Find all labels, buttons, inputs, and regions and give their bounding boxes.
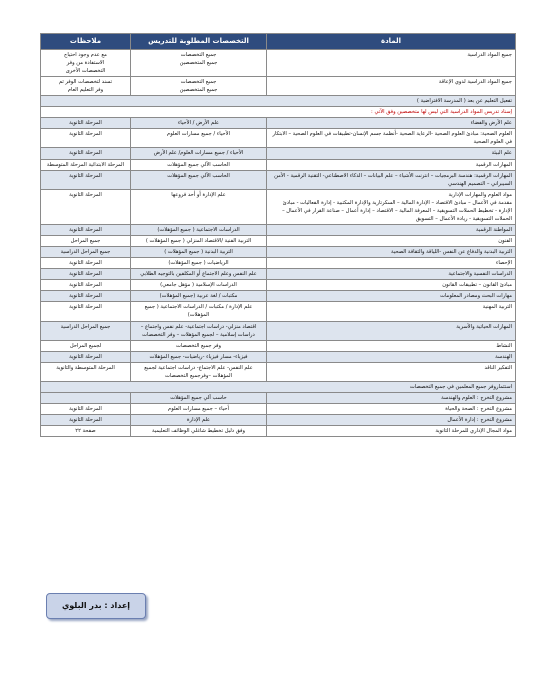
subject-cell: مشروع التخرج : إدارة الأعمال <box>267 415 516 426</box>
assignment-table-container <box>40 33 515 437</box>
table-row <box>41 189 516 224</box>
subject-cell: جميع المواد الدراسية لذوي الإعاقة <box>267 77 516 96</box>
subject-cell: الفنون <box>267 236 516 247</box>
notes-cell: المرحلة الثانوية <box>41 291 131 302</box>
header-specializations: التخصصات المطلوبة للتدريس <box>131 34 267 50</box>
table-row <box>41 280 516 291</box>
specialization-cell: حاسب آلي جميع المؤهلات <box>131 392 267 403</box>
specialization-cell: الحاسب الآلي جميع المؤهلات <box>131 159 267 170</box>
notes-cell: جميع المراحل الدراسية <box>41 321 131 340</box>
notes-cell: تسند لتخصصات الوفر ثم وفر التعليم العام <box>41 77 131 96</box>
notes-cell: المرحلة الثانوية <box>41 302 131 321</box>
notes-cell: المرحلة الثانوية <box>41 404 131 415</box>
subject-cell: جميع المواد الدراسية <box>267 49 516 76</box>
subject-cell: مشروع التخرج : الصحة والحياة <box>267 404 516 415</box>
table-row <box>41 170 516 189</box>
table-row <box>41 321 516 340</box>
notes-cell <box>41 392 131 403</box>
table-row <box>41 302 516 321</box>
table-row <box>41 107 516 118</box>
specialization-cell: جميع التخصصات جميع المتخصصين <box>131 77 267 96</box>
table-row <box>41 236 516 247</box>
notes-cell: صفحة ٢٢ <box>41 426 131 437</box>
subject-cell: التربية البدنية والدفاع عن النفس -اللياقة والثقافة الصحية <box>267 247 516 258</box>
notes-cell: المرحلة الابتدائية المرحلة المتوسطة <box>41 159 131 170</box>
specialization-cell: علم الإدارة / مكتبات / الدراسات الاجتماعية ( جميع المؤهلات) <box>131 302 267 321</box>
subject-cell: علم البيئة <box>267 148 516 159</box>
table-row <box>41 404 516 415</box>
table-row <box>41 247 516 258</box>
header-subject: المادة <box>267 34 516 50</box>
subject-cell: التربية المهنية <box>267 302 516 321</box>
section-heading: تفعيل التعليم عن بعد ( المدرسة الافتراضية ) <box>41 96 516 107</box>
subject-cell: مواد المجال الإداري للمرحلة الثانوية <box>267 426 516 437</box>
notes-cell: المرحلة الثانوية <box>41 258 131 269</box>
table-row <box>41 351 516 362</box>
table-row <box>41 426 516 437</box>
section-heading: استثماروفر جميع المعلمين في جميع التخصصات <box>41 381 516 392</box>
subject-cell: التفكير الناقد <box>267 362 516 381</box>
subject-cell: الهندسة <box>267 351 516 362</box>
notes-cell: مع عدم وجود احتياج الاستفادة من وفر التخصصات الأخرى <box>41 49 131 76</box>
specialization-cell: مكتبات / لغة عربية (جميع المؤهلات) <box>131 291 267 302</box>
specialization-cell: التربية الفنية /الاقتصاد المنزلي ( جميع المؤهلات ) <box>131 236 267 247</box>
specialization-cell: أحياء – جميع مسارات العلوم <box>131 404 267 415</box>
table-row <box>41 118 516 129</box>
subject-cell: المهارات الرقمية <box>267 159 516 170</box>
specialization-cell: الدراسات الإسلامية ( مؤهل جامعي) <box>131 280 267 291</box>
subject-cell: مبادئ القانون – تطبيقات القانون <box>267 280 516 291</box>
subject-cell: مشروع التخرج : العلوم والهندسة <box>267 392 516 403</box>
notes-cell: المرحلة الثانوية <box>41 280 131 291</box>
table-row <box>41 291 516 302</box>
specialization-cell: وفر جميع التخصصات <box>131 340 267 351</box>
section-note: إسناد تدريس المواد الدراسية التي ليس لها متخصصين وفق الآتي : <box>41 107 516 118</box>
subject-cell: علم الأرض والفضاء <box>267 118 516 129</box>
specialization-cell: اقتصاد منزلي- دراسات اجتماعية- علم نفس واجتماع – دراسات إسلامية – لجميع المؤهلات – وفر التخصصات <box>131 321 267 340</box>
table-body <box>41 49 516 436</box>
subject-cell: مواد العلوم والمهارات الإدارية مقدمة في الأعمال – مبادئ الاقتصاد – الإدارة المالية – السكرتارية والإدارة المكتبية - إدارة الفعاليات - مبادئ الإدارة - تخطيط الحملات التسويقية – المعرفة المالية – الاقتصاد – إدارة أعمال – صناعة القرار في الأعمال – الحملات التسويقية - ريادة الأعمال – التسويق <box>267 189 516 224</box>
table-row <box>41 340 516 351</box>
specialization-cell: علم النفس- علم الاجتماع- دراسات اجتماعية لجميع المؤهلات –وفرجميع التخصصات <box>131 362 267 381</box>
table-row <box>41 49 516 76</box>
table-row <box>41 148 516 159</box>
specialization-cell: الرياضيات ( جميع المؤهلات) <box>131 258 267 269</box>
notes-cell: المرحلة الثانوية <box>41 189 131 224</box>
subject-cell: المهارات الحياتية والأسرية <box>267 321 516 340</box>
table-row <box>41 129 516 148</box>
specialization-cell: فيزياء- مسار فيزياء -رياضيات- جميع المؤهلات <box>131 351 267 362</box>
notes-cell: المرحلة الثانوية <box>41 148 131 159</box>
table-row <box>41 362 516 381</box>
prepared-by-label: إعداد : بدر البلوي <box>46 593 146 619</box>
table-row <box>41 269 516 280</box>
notes-cell: المرحلة الثانوية <box>41 224 131 235</box>
header-notes: ملاحظات <box>41 34 131 50</box>
table-row <box>41 159 516 170</box>
notes-cell: لجميع المراحل <box>41 340 131 351</box>
specialization-cell: علم الأرض / الأحياء <box>131 118 267 129</box>
specialization-cell: الدراسات الاجتماعية ( جميع المؤهلات) <box>131 224 267 235</box>
subject-cell: النشاط <box>267 340 516 351</box>
notes-cell: المرحلة الثانوية <box>41 351 131 362</box>
notes-cell: المرحلة الثانوية <box>41 170 131 189</box>
subject-cell: الدراسات النفسية والاجتماعية <box>267 269 516 280</box>
table-row <box>41 415 516 426</box>
subject-cell: الإحصاء <box>267 258 516 269</box>
specialization-cell: الأحياء / جميع مسارات العلوم/ علم الأرض <box>131 148 267 159</box>
specialization-cell: وفق دليل تخطيط شاغلي الوظائف التعليمية <box>131 426 267 437</box>
table-row <box>41 258 516 269</box>
notes-cell: المرحلة الثانوية <box>41 269 131 280</box>
table-row <box>41 224 516 235</box>
notes-cell: جميع المراحل <box>41 236 131 247</box>
specialization-cell: علم الإدارة أو أحد فروعها <box>131 189 267 224</box>
notes-cell: المرحلة المتوسطة والثانوية <box>41 362 131 381</box>
notes-cell: المرحلة الثانوية <box>41 118 131 129</box>
teaching-assignment-table <box>40 33 516 437</box>
specialization-cell: جميع التخصصات جميع المتخصصين <box>131 49 267 76</box>
table-row <box>41 392 516 403</box>
specialization-cell: الحاسب الآلي جميع المؤهلات <box>131 170 267 189</box>
specialization-cell: علم النفس وعلم الاجتماع أو المكلفين بالتوجيه الطلابي <box>131 269 267 280</box>
table-row <box>41 381 516 392</box>
table-row <box>41 77 516 96</box>
subject-cell: العلوم الصحية: مبادئ العلوم الصحية -الرعاية الصحية -أنظمة جسم الإنسان-تطبيقات في العلوم الصحية – الابتكار في العلوم الصحية <box>267 129 516 148</box>
subject-cell: المواطنة الرقمية <box>267 224 516 235</box>
subject-cell: مهارات البحث ومصادر المعلومات <box>267 291 516 302</box>
specialization-cell: التربية البدنية ( جميع المؤهلات ) <box>131 247 267 258</box>
specialization-cell: علم الإدارة <box>131 415 267 426</box>
notes-cell: المرحلة الثانوية <box>41 415 131 426</box>
notes-cell: جميع المراحل الدراسية <box>41 247 131 258</box>
table-header-row <box>41 34 516 50</box>
specialization-cell: الأحياء / جميع مسارات العلوم <box>131 129 267 148</box>
notes-cell: المرحلة الثانوية <box>41 129 131 148</box>
table-row <box>41 96 516 107</box>
subject-cell: المهارات الرقمية: هندسة البرمجيات – انترنت الأشياء – علم البيانات – الذكاء الاصطناعي- التقنية الرقمية - الأمن السيبراني – التصميم الهندسي <box>267 170 516 189</box>
